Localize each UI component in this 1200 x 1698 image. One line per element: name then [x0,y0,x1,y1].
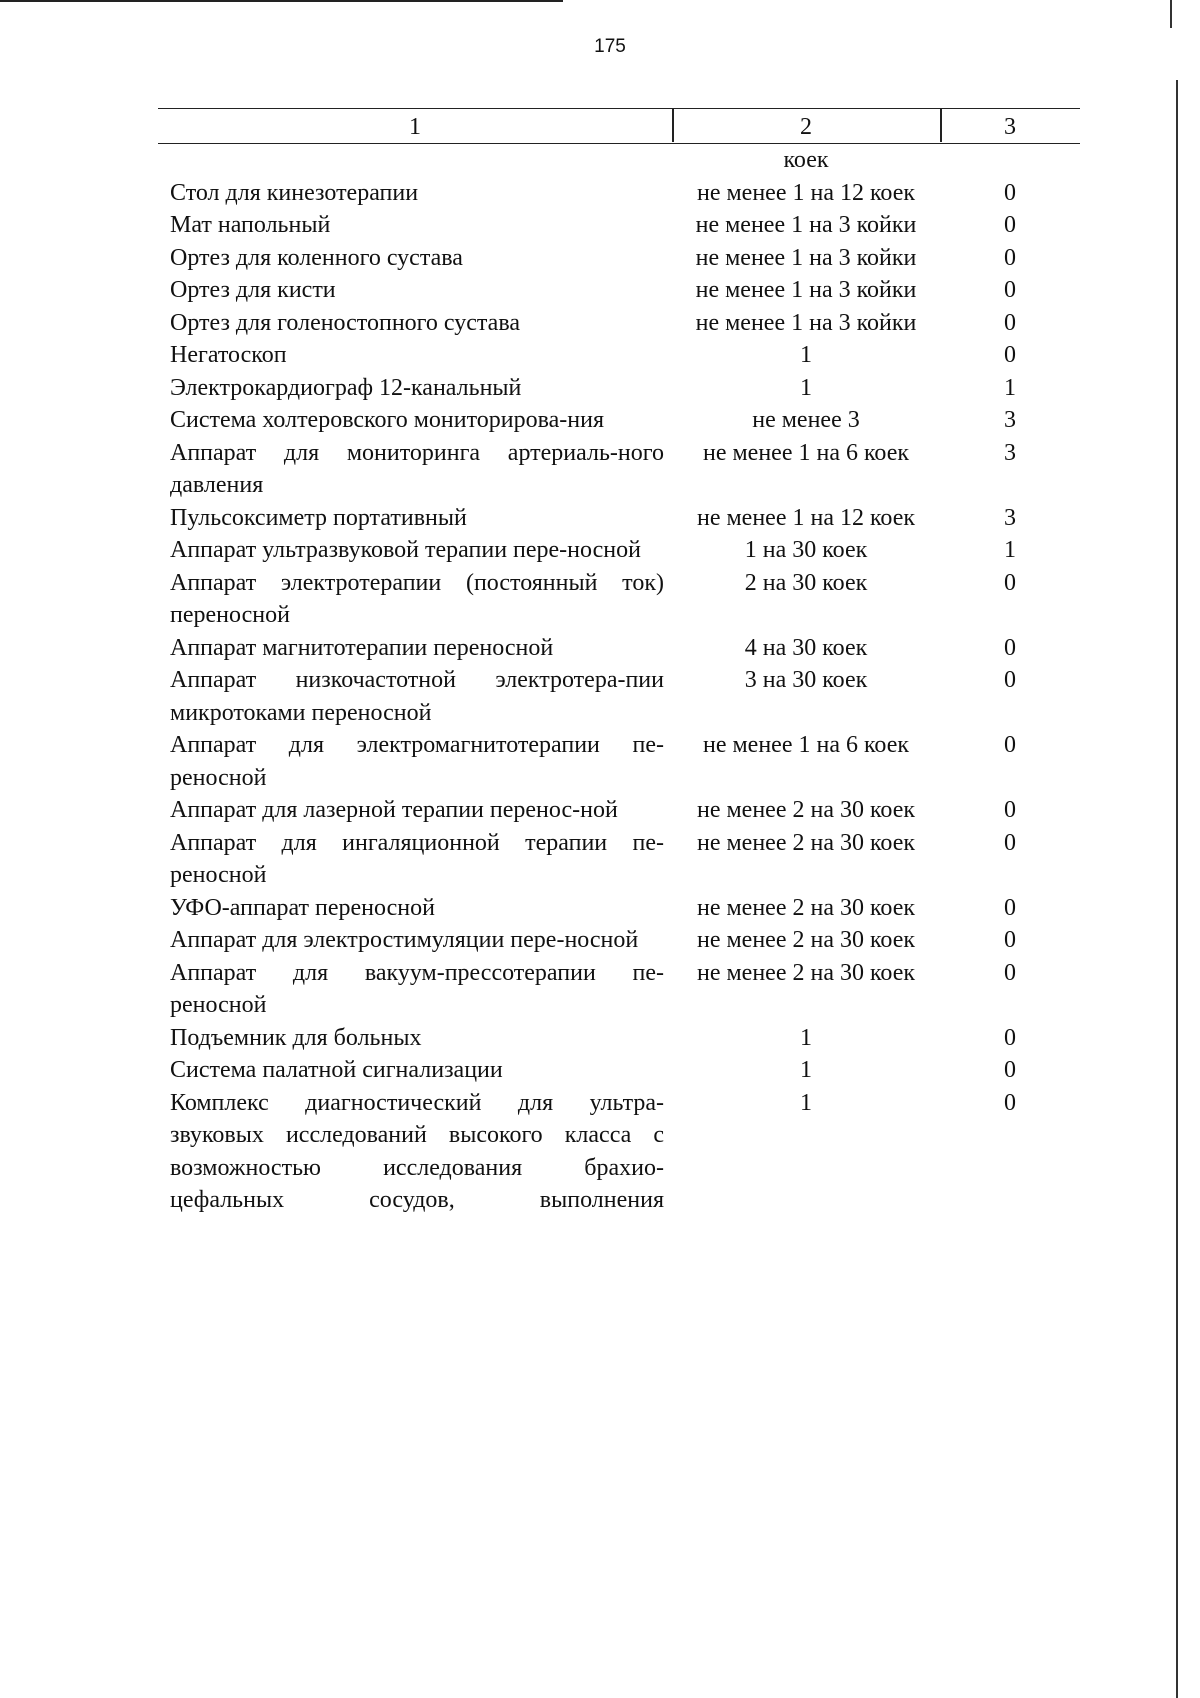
equipment-quantity: не менее 1 на 3 койки [695,244,917,271]
table-row [158,664,1080,729]
equipment-table [158,108,1080,1217]
equipment-name: Комплекс диагностический для ультра-звуковых исследований высокого класса с возможностью исследования брахио-цефальных сосудов, выполнения [170,1089,664,1213]
table-row [158,404,1080,437]
equipment-name: Пульсоксиметр портативный [170,504,467,531]
table-row [158,924,1080,957]
equipment-count: 1 [1004,374,1016,401]
equipment-quantity: не менее 2 на 30 коек [696,797,916,823]
table-row [158,534,1080,567]
equipment-count: 3 [1004,439,1016,466]
equipment-quantity: не менее 2 на 30 коек [696,927,916,953]
equipment-name: Стол для кинезотерапии [170,179,419,206]
header-col-1: 1 [409,114,421,140]
table-row [158,502,1080,535]
equipment-name: Аппарат для ингаляционной терапии пе-реносной [170,829,664,888]
equipment-count: 3 [1004,504,1016,531]
equipment-quantity: 1 [800,1024,812,1051]
table-row [158,1022,1080,1055]
scan-edge-right-tick [1170,0,1172,28]
equipment-count: 0 [1004,894,1016,921]
equipment-quantity: 1 [800,1089,812,1116]
equipment-count: 0 [1004,634,1016,661]
equipment-name: Электрокардиограф 12-канальный [170,374,522,401]
equipment-count: 0 [1004,1089,1016,1116]
equipment-quantity: не менее 1 на 12 коек [696,179,916,206]
table-row [158,307,1080,340]
equipment-quantity: 1 [800,342,812,368]
equipment-quantity: не менее 3 [752,407,860,433]
table-row [158,827,1080,892]
equipment-quantity: 1 на 30 коек [744,537,868,563]
equipment-name: Аппарат магнитотерапии переносной [170,634,554,661]
equipment-count: 0 [1004,1057,1016,1083]
equipment-name: Ортез для голеностопного сустава [170,309,521,336]
equipment-count: 0 [1004,927,1016,953]
equipment-name: Аппарат для электромагнитотерапии пе-реносной [170,732,664,791]
table-row [158,242,1080,275]
equipment-name: Аппарат электротерапии (постоянный ток) переносной [170,569,664,628]
table-row [158,567,1080,632]
equipment-name: УФО-аппарат переносной [170,894,435,921]
equipment-name: Аппарат для электростимуляции пере-носной [170,927,639,953]
equipment-count: 0 [1004,212,1016,238]
equipment-name: Аппарат низкочастотной электротера-пии микротоками переносной [170,667,664,726]
table-row [158,1054,1080,1087]
equipment-name: Мат напольный [170,212,331,238]
table-row [158,1087,1080,1217]
equipment-name: Аппарат для мониторинга артериаль-ного давления [170,439,664,498]
equipment-quantity: не менее 2 на 30 коек [696,959,916,986]
equipment-name: Подъемник для больных [170,1024,422,1051]
equipment-count: 0 [1004,797,1016,823]
equipment-quantity: 2 на 30 коек [744,569,868,596]
equipment-quantity: не менее 1 на 6 коек [702,439,910,466]
equipment-count: 0 [1004,244,1016,271]
equipment-name: Аппарат для вакуум-прессотерапии пе-реносной [170,959,664,1018]
equipment-count: 0 [1004,309,1016,336]
table-row [158,437,1080,502]
scan-edge-top [0,0,563,2]
equipment-count: 0 [1004,1024,1016,1051]
table-body [158,177,1080,1217]
equipment-quantity: 1 [800,374,812,401]
equipment-quantity: не менее 2 на 30 коек [696,829,916,856]
table-header [158,108,1080,144]
carry-over-text: коек [783,147,829,173]
table-row [158,372,1080,405]
equipment-quantity: 3 на 30 коек [744,667,868,693]
equipment-name: Ортез для кисти [170,277,336,303]
table-row [158,892,1080,925]
equipment-quantity: не менее 1 на 3 койки [695,277,917,303]
equipment-quantity: 1 [800,1057,812,1083]
equipment-quantity: не менее 1 на 3 койки [695,309,917,336]
equipment-name: Аппарат ультразвуковой терапии пере-носной [170,537,641,563]
table-row [158,957,1080,1022]
table-row [158,339,1080,372]
equipment-count: 0 [1004,179,1016,206]
page-number: 175 [594,36,626,57]
table-row [158,794,1080,827]
equipment-name: Система холтеровского мониторирова-ния [170,407,605,433]
equipment-count: 3 [1004,407,1016,433]
table-row [158,729,1080,794]
table-row [158,632,1080,665]
equipment-name: Аппарат для лазерной терапии перенос-ной [170,797,618,823]
equipment-quantity: не менее 1 на 6 коек [702,732,910,758]
table-row [158,177,1080,210]
equipment-name: Негатоскоп [170,342,287,368]
equipment-count: 0 [1004,732,1016,758]
equipment-count: 0 [1004,667,1016,693]
equipment-count: 1 [1004,537,1016,563]
equipment-count: 0 [1004,829,1016,856]
equipment-count: 0 [1004,342,1016,368]
equipment-quantity: 4 на 30 коек [744,634,868,661]
equipment-count: 0 [1004,569,1016,596]
equipment-quantity: не менее 1 на 12 коек [696,504,916,531]
equipment-count: 0 [1004,959,1016,986]
header-col-3: 3 [1004,114,1016,140]
scan-edge-right [1176,80,1178,1698]
equipment-name: Система палатной сигнализации [170,1057,503,1083]
equipment-count: 0 [1004,277,1016,303]
equipment-name: Ортез для коленного сустава [170,244,463,271]
table-row [158,209,1080,242]
equipment-quantity: не менее 2 на 30 коек [696,894,916,921]
header-col-2: 2 [800,114,812,140]
table-row [158,274,1080,307]
equipment-quantity: не менее 1 на 3 койки [695,212,917,238]
